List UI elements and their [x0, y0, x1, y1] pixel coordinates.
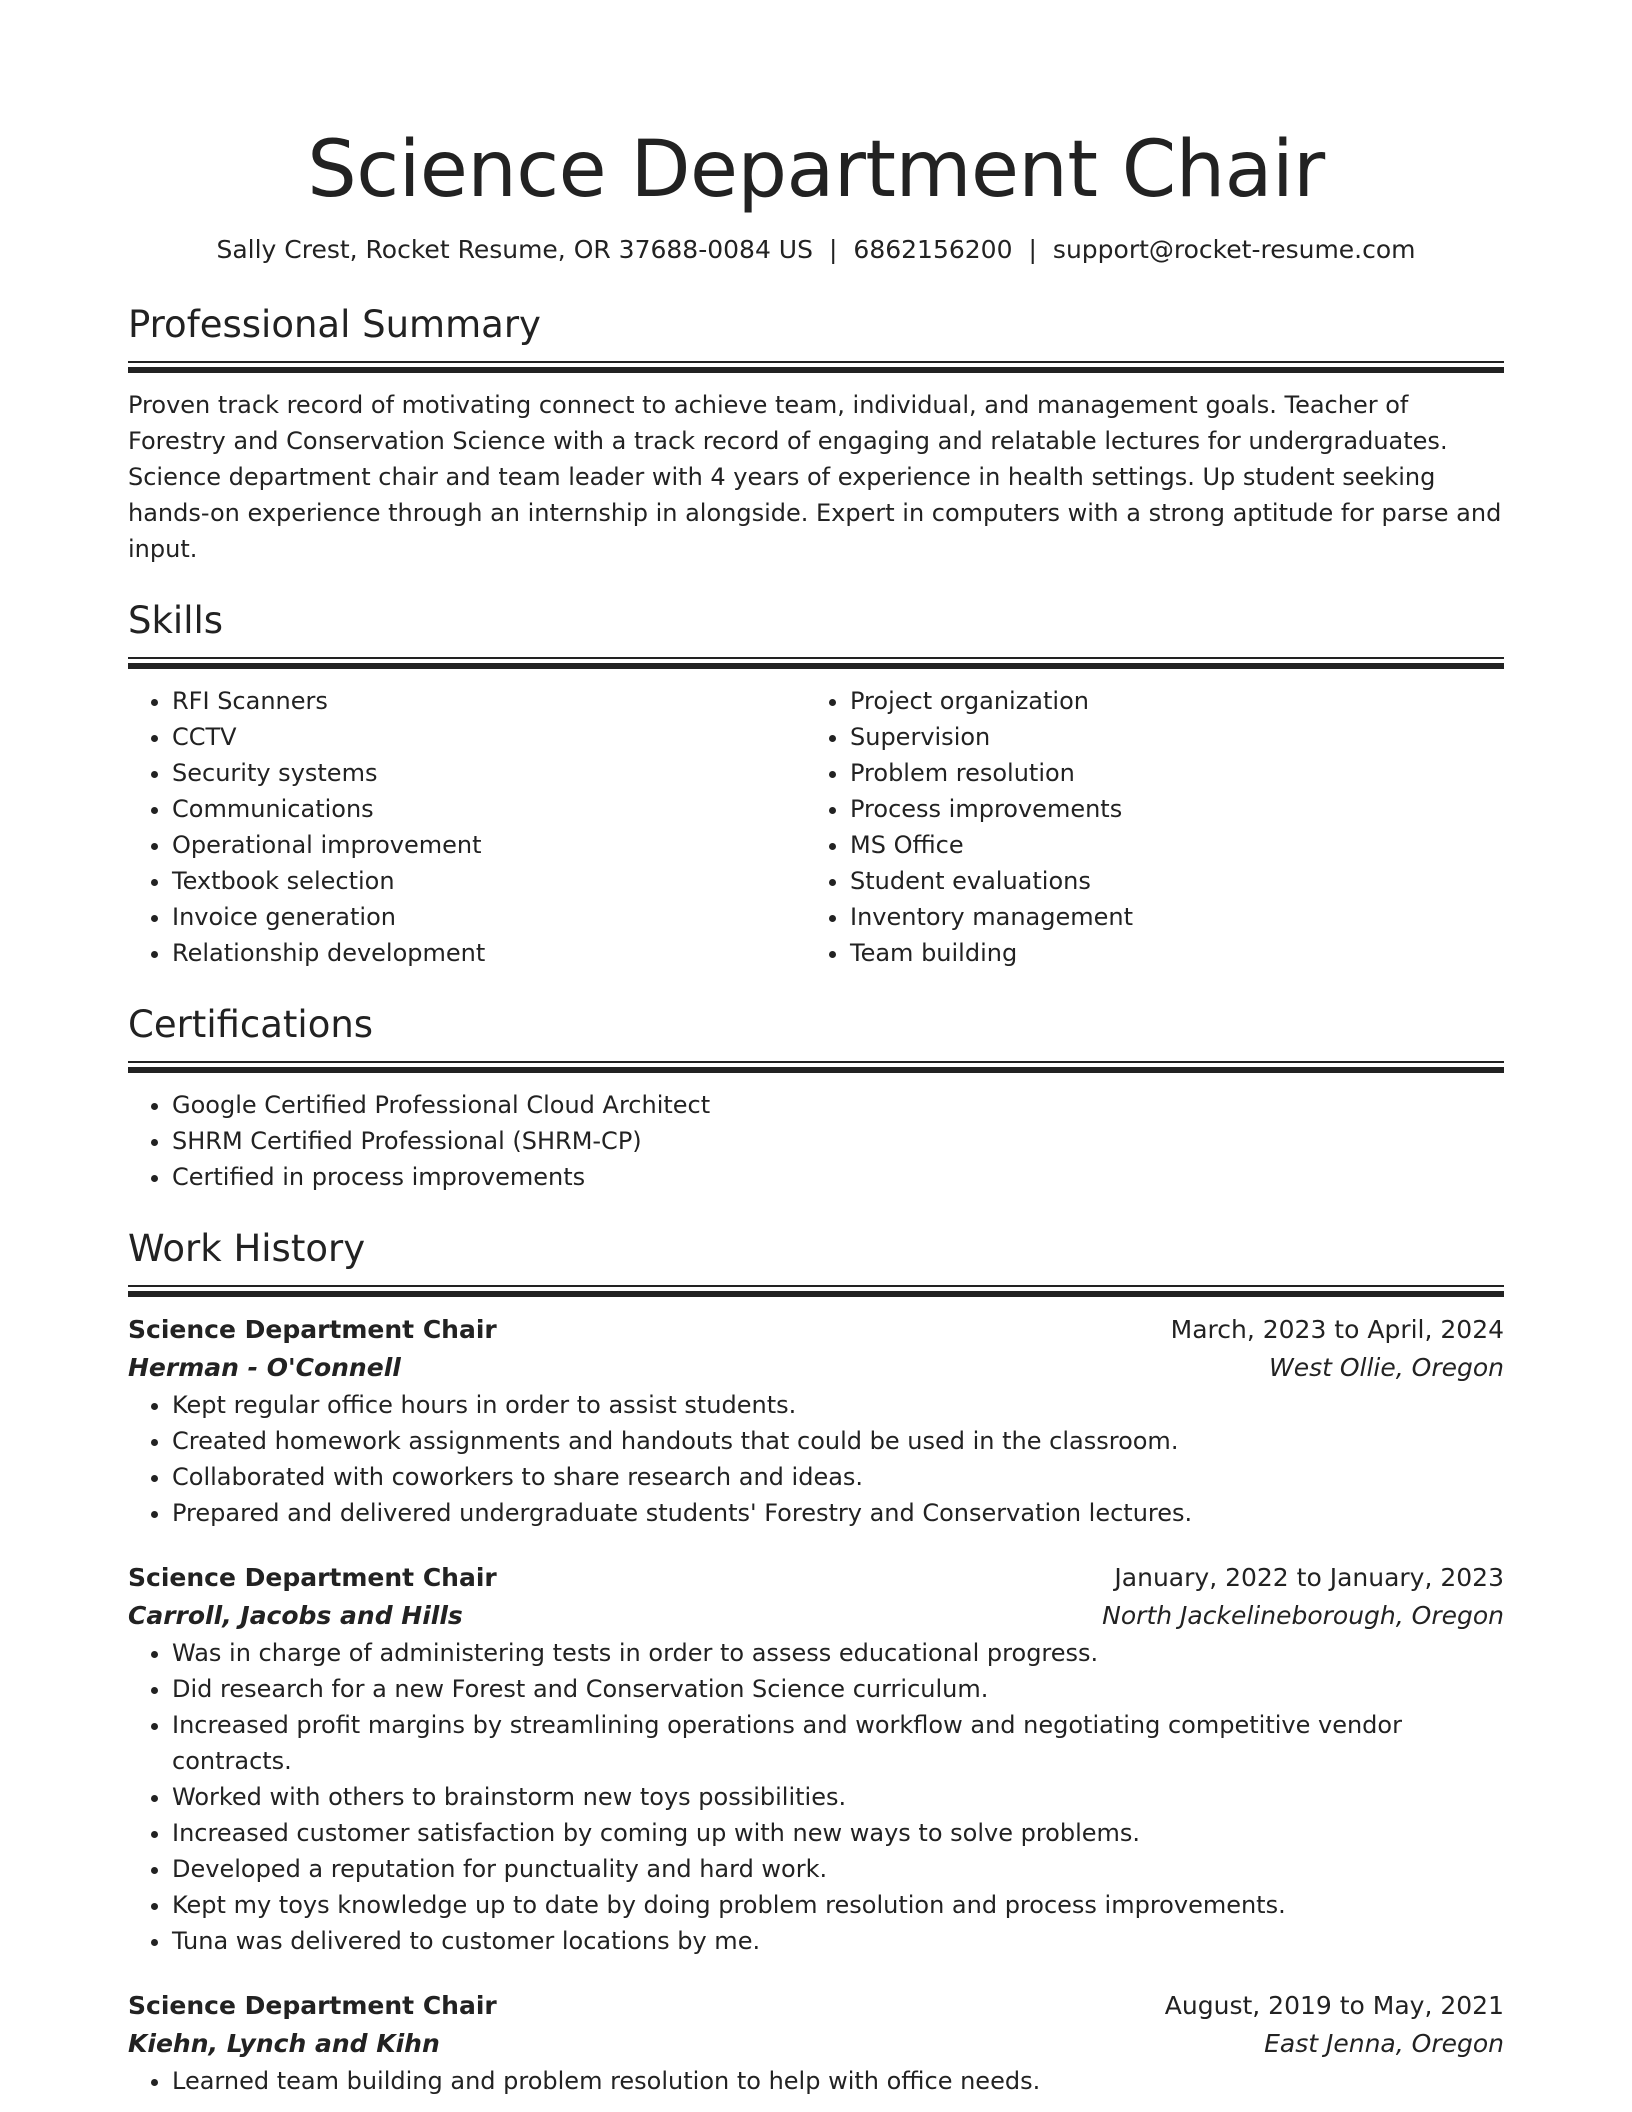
skill-item: • Project organization — [850, 683, 1484, 719]
job-duties-list — [128, 2063, 1504, 2099]
job-header-row — [128, 1311, 1504, 1349]
summary-heading: Professional Summary — [128, 303, 541, 346]
job-duty: • Prepared and delivered undergraduate students' Forestry and Conservation lectures. — [172, 1495, 1504, 1531]
summary-text: Proven track record of motivating connect to achieve team, individual, and management goals. Teacher of Forestry and Conservation Science with a track record of engaging and relatable lectures for undergraduates. Science department chair and team leader with 4 years of experience in health settings. Up student seeking hands-on experience through an internship in alongside. Expert in computers with a strong aptitude for parse and input. — [128, 391, 1502, 563]
skills-grid — [128, 683, 1504, 971]
skills-column-left — [128, 683, 806, 971]
skill-item: • Operational improvement — [172, 827, 806, 863]
skill-item: • Inventory management — [850, 899, 1484, 935]
certification-item: • Google Certified Professional Cloud Architect — [172, 1087, 1504, 1123]
job-header-row — [128, 1559, 1504, 1597]
skill-item: • Textbook selection — [172, 863, 806, 899]
skill-item: • MS Office — [850, 827, 1484, 863]
job-duty: • Collaborated with coworkers to share research and ideas. — [172, 1459, 1504, 1495]
certifications-list — [128, 1087, 1504, 1195]
resume-name: Science Department Chair — [307, 125, 1325, 215]
job-duty: • Did research for a new Forest and Conservation Science curriculum. — [172, 1671, 1504, 1707]
skills-list-left — [128, 683, 806, 971]
skill-item: • CCTV — [172, 719, 806, 755]
certification-item: • Certified in process improvements — [172, 1159, 1504, 1195]
skill-item: • Communications — [172, 791, 806, 827]
skill-item: • Security systems — [172, 755, 806, 791]
certifications-section — [128, 1001, 1504, 1195]
job-duty: • Developed a reputation for punctuality and hard work. — [172, 1851, 1504, 1887]
skill-item: • Problem resolution — [850, 755, 1484, 791]
job-location: North Jackelineborough, Oregon — [1102, 1601, 1504, 1630]
job-duty: • Worked with others to brainstorm new toys possibilities. — [172, 1779, 1504, 1815]
job-duty: • Learned team building and problem resolution to help with office needs. — [172, 2063, 1504, 2099]
job-duty: • Tuna was delivered to customer locations by me. — [172, 1923, 1504, 1959]
job-duty: • Increased profit margins by streamlining operations and workflow and negotiating competitive vendor contracts. — [172, 1707, 1504, 1779]
skill-item: • Supervision — [850, 719, 1484, 755]
job-header-row — [128, 1987, 1504, 2025]
contact-phone: 6862156200 — [853, 235, 1013, 264]
certifications-heading: Certifications — [128, 1003, 374, 1046]
job-duty: • Was in charge of administering tests in order to assess educational progress. — [172, 1635, 1504, 1671]
skill-item: • Process improvements — [850, 791, 1484, 827]
job-entry — [128, 1987, 1504, 2099]
job-title: Science Department Chair — [128, 1991, 497, 2020]
summary-section — [128, 301, 1504, 567]
skills-list-right — [806, 683, 1484, 971]
work-history-heading: Work History — [128, 1227, 366, 1270]
certification-item: • SHRM Certified Professional (SHRM-CP) — [172, 1123, 1504, 1159]
skill-item: • Team building — [850, 935, 1484, 971]
job-entry — [128, 1559, 1504, 1959]
section-divider — [128, 1061, 1504, 1073]
job-location: East Jenna, Oregon — [1264, 2029, 1504, 2058]
job-company: Herman - O'Connell — [128, 1353, 401, 1382]
skills-section — [128, 597, 1504, 971]
skill-item: • Invoice generation — [172, 899, 806, 935]
job-dates: August, 2019 to May, 2021 — [1164, 1991, 1504, 2020]
job-title: Science Department Chair — [128, 1563, 497, 1592]
job-dates: March, 2023 to April, 2024 — [1170, 1315, 1504, 1344]
job-dates: January, 2022 to January, 2023 — [1114, 1563, 1504, 1592]
contact-email: support@rocket-resume.com — [1052, 235, 1416, 264]
contact-address: Sally Crest, Rocket Resume, OR 37688-0084 US — [216, 235, 813, 264]
job-duty: • Kept my toys knowledge up to date by doing problem resolution and process improvements. — [172, 1887, 1504, 1923]
job-company: Carroll, Jacobs and Hills — [128, 1601, 463, 1630]
skills-heading: Skills — [128, 599, 224, 642]
job-subheader-row — [128, 1597, 1504, 1635]
job-location: West Ollie, Oregon — [1268, 1353, 1504, 1382]
section-divider — [128, 657, 1504, 669]
skill-item: • Relationship development — [172, 935, 806, 971]
contact-separator: | — [828, 235, 838, 264]
section-divider — [128, 361, 1504, 373]
job-duties-list — [128, 1635, 1504, 1959]
skill-item: • Student evaluations — [850, 863, 1484, 899]
skill-item: • RFI Scanners — [172, 683, 806, 719]
contact-line — [128, 232, 1504, 268]
resume-page — [128, 0, 1504, 2099]
work-history-section — [128, 1225, 1504, 2099]
job-subheader-row — [128, 1349, 1504, 1387]
skills-column-right — [806, 683, 1484, 971]
contact-separator: | — [1028, 235, 1037, 264]
job-duty: • Kept regular office hours in order to assist students. — [172, 1387, 1504, 1423]
job-duties-list — [128, 1387, 1504, 1531]
job-duty: • Created homework assignments and handouts that could be used in the classroom. — [172, 1423, 1504, 1459]
job-duty: • Increased customer satisfaction by coming up with new ways to solve problems. — [172, 1815, 1504, 1851]
job-entry — [128, 1311, 1504, 1531]
section-divider — [128, 1285, 1504, 1297]
job-subheader-row — [128, 2025, 1504, 2063]
job-title: Science Department Chair — [128, 1315, 497, 1344]
job-company: Kiehn, Lynch and Kihn — [128, 2029, 440, 2058]
